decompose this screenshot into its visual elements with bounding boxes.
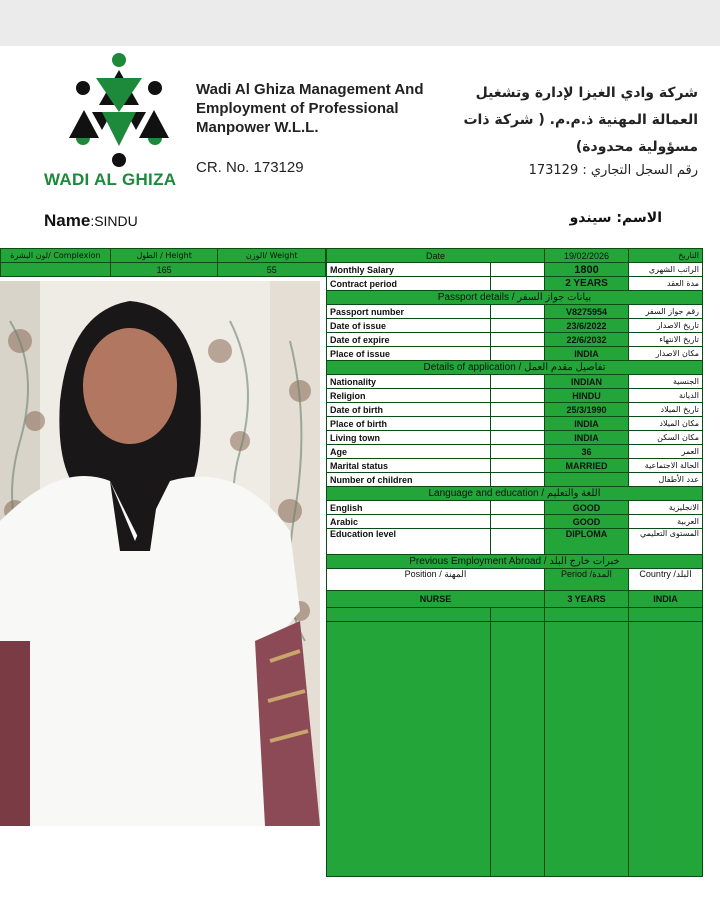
logo-text: WADI AL GHIZA [44, 170, 177, 189]
passport-row-value: 22/6/2032 [545, 333, 629, 347]
application-row-arabic: الديانة [629, 389, 703, 403]
empty-cell [327, 608, 491, 622]
language-row-arabic: المستوى التعليمي [629, 529, 703, 555]
application-row-value: HINDU [545, 389, 629, 403]
application-row-label: Nationality [327, 375, 491, 389]
date-label: Date [327, 249, 545, 263]
application-row-spacer [491, 375, 545, 389]
application-row-value: INDIAN [545, 375, 629, 389]
position-header: Position / المهنة [327, 569, 545, 591]
language-row-label: English [327, 501, 491, 515]
passport-row-value: V8275954 [545, 305, 629, 319]
candidate-photo [0, 281, 320, 826]
empty-cell [629, 622, 703, 877]
candidate-name-arabic: الاسم: سيندو [569, 210, 662, 226]
passport-row-value: INDIA [545, 347, 629, 361]
salary-label: Monthly Salary [327, 263, 491, 277]
application-row-label: Date of birth [327, 403, 491, 417]
language-row-label: Arabic [327, 515, 491, 529]
name-label: Name [44, 211, 91, 230]
application-row-spacer [491, 445, 545, 459]
empty-cell [629, 608, 703, 622]
height-value: 165 [110, 263, 218, 277]
complexion-value [1, 263, 111, 277]
application-section-title: Details of application / تفاصيل مقدم العمل [327, 361, 703, 375]
company-name-arabic: شركة وادي الغيزا لإدارة وتشغيل العمالة المهنية ذ.م.م. ( شركة ذات مسؤولية محدودة) [463, 85, 698, 155]
cr-number-english: CR. No. 173129 [196, 159, 304, 176]
employment-country: INDIA [629, 591, 703, 608]
contract-spacer [491, 277, 545, 291]
application-row-label: Age [327, 445, 491, 459]
passport-row-spacer [491, 333, 545, 347]
salary-spacer [491, 263, 545, 277]
application-row-value: 25/3/1990 [545, 403, 629, 417]
application-row-value: INDIA [545, 417, 629, 431]
passport-row-spacer [491, 347, 545, 361]
application-row-spacer [491, 459, 545, 473]
application-row-label: Religion [327, 389, 491, 403]
date-label-arabic: التاريخ [629, 249, 703, 263]
passport-row-label: Place of issue [327, 347, 491, 361]
employment-section-title: Previous Employment Abroad / خبرات خارج البلد [327, 555, 703, 569]
company-name-english: Wadi Al Ghiza Management And Employment of Professional Manpower W.L.L. [196, 81, 424, 136]
application-row-spacer [491, 389, 545, 403]
passport-row-arabic: رقم جواز السفر [629, 305, 703, 319]
application-row-label: Marital status [327, 459, 491, 473]
application-row-arabic: عدد الأطفال [629, 473, 703, 487]
application-row-arabic: مكان السكن [629, 431, 703, 445]
empty-cell [491, 622, 545, 877]
application-row-value: 36 [545, 445, 629, 459]
application-row-spacer [491, 417, 545, 431]
passport-row-spacer [491, 305, 545, 319]
salary-label-arabic: الراتب الشهري [629, 263, 703, 277]
passport-row-label: Passport number [327, 305, 491, 319]
passport-row-arabic: تاريخ الانتهاء [629, 333, 703, 347]
language-row-arabic: الانجليزية [629, 501, 703, 515]
contract-label: Contract period [327, 277, 491, 291]
application-row-spacer [491, 431, 545, 445]
cr-number-arabic: رقم السجل التجاري : 173129 [528, 163, 698, 178]
language-row-spacer [491, 529, 545, 555]
language-row-label: Education level [327, 529, 491, 555]
empty-cell [327, 622, 491, 877]
application-row-label: Living town [327, 431, 491, 445]
empty-cell [545, 608, 629, 622]
passport-row-arabic: تاريخ الاصدار [629, 319, 703, 333]
language-row-value: GOOD [545, 501, 629, 515]
physical-attributes-table [0, 248, 326, 277]
empty-cell [545, 622, 629, 877]
employment-position: NURSE [327, 591, 545, 608]
weight-header: Weight /الوزن [218, 249, 326, 263]
application-row-value: MARRIED [545, 459, 629, 473]
passport-row-spacer [491, 319, 545, 333]
passport-row-value: 23/6/2022 [545, 319, 629, 333]
date-value: 19/02/2026 [545, 249, 629, 263]
language-row-value: DIPLOMA [545, 529, 629, 555]
contract-value: 2 YEARS [545, 277, 629, 291]
application-row-label: Number of children [327, 473, 491, 487]
country-header: Country /البلد [629, 569, 703, 591]
application-row-value [545, 473, 629, 487]
application-row-arabic: الجنسية [629, 375, 703, 389]
weight-value: 55 [218, 263, 326, 277]
period-header: Period /المدة [545, 569, 629, 591]
application-row-arabic: تاريخ الميلاد [629, 403, 703, 417]
application-row-value: INDIA [545, 431, 629, 445]
application-row-spacer [491, 473, 545, 487]
passport-row-label: Date of expire [327, 333, 491, 347]
details-table [326, 248, 703, 877]
language-section-title: Language and education / اللغة والتعليم [327, 487, 703, 501]
name-value: :SINDU [90, 213, 138, 229]
empty-cell [491, 608, 545, 622]
language-row-value: GOOD [545, 515, 629, 529]
passport-section-title: Passport details / بيانات جواز السفر [327, 291, 703, 305]
passport-row-arabic: مكان الاصدار [629, 347, 703, 361]
application-row-spacer [491, 403, 545, 417]
company-logo-icon [44, 50, 194, 190]
language-row-spacer [491, 515, 545, 529]
height-header: Height / الطول [110, 249, 218, 263]
passport-row-label: Date of issue [327, 319, 491, 333]
language-row-arabic: العربية [629, 515, 703, 529]
employment-period: 3 YEARS [545, 591, 629, 608]
contract-label-arabic: مدة العقد [629, 277, 703, 291]
complexion-header: Complexion /لون البشرة [1, 249, 111, 263]
candidate-name [44, 211, 138, 231]
application-row-arabic: العمر [629, 445, 703, 459]
application-row-arabic: مكان الميلاد [629, 417, 703, 431]
language-row-spacer [491, 501, 545, 515]
salary-value: 1800 [545, 263, 629, 277]
application-row-label: Place of birth [327, 417, 491, 431]
application-row-arabic: الحالة الاجتماعية [629, 459, 703, 473]
